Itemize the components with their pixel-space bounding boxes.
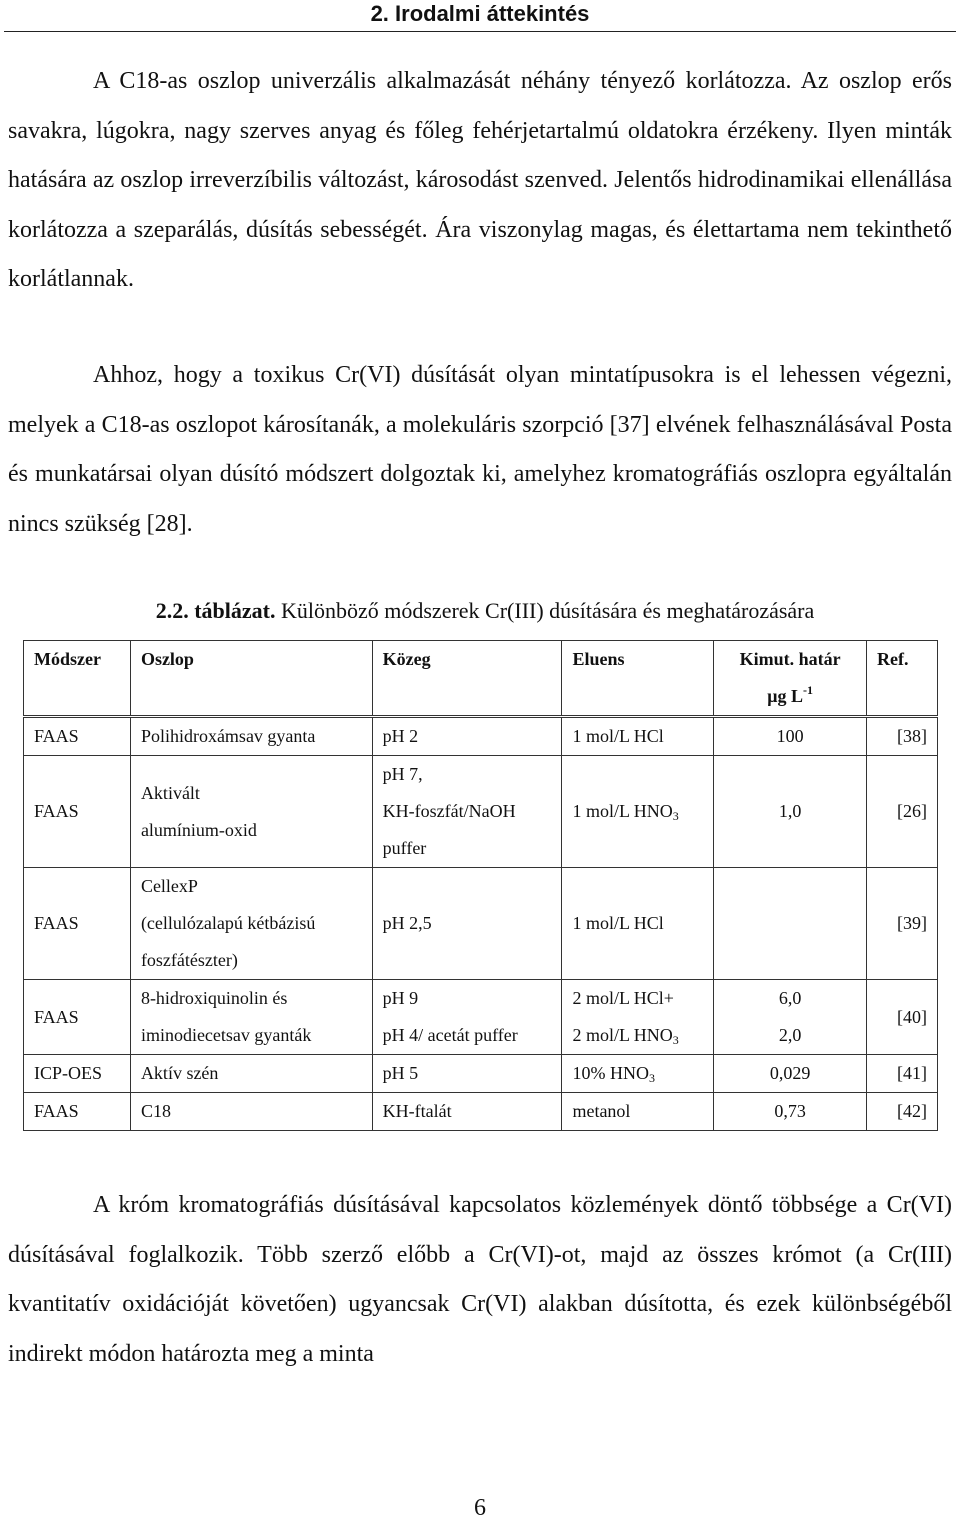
cell-limit	[714, 868, 867, 980]
cell-ref: [39]	[867, 868, 938, 980]
cell-ref: [41]	[867, 1055, 938, 1093]
medium-line: KH-foszfát/NaOH	[382, 801, 516, 821]
eluent-line: 1 mol/L HCl	[572, 726, 664, 746]
page-number: 6	[474, 1495, 486, 1521]
cell-eluent	[562, 980, 714, 1055]
cell-method: FAAS	[24, 1093, 131, 1131]
table-row	[24, 756, 938, 868]
eluent-line: 10% $HNO_3$	[572, 1063, 655, 1085]
table-caption	[0, 598, 960, 624]
limit-line: 0,029	[769, 1063, 811, 1083]
limit-line: 6,0	[778, 988, 802, 1008]
limit-line: 1,0	[778, 801, 802, 821]
table-row	[24, 717, 938, 756]
cell-eluent	[562, 756, 714, 868]
cell-method: FAAS	[24, 980, 131, 1055]
paragraph-chromium-enrichment: A króm kromatográfiás dúsításával kapcsolatos közlemények döntő többsége a Cr(VI) dúsításával foglalkozik. Több szerző előbb a Cr(VI)-ot, majd az összes krómot (a Cr(III) kvantitatív oxidációját követően) ugyancsak Cr(VI) alakban dúsította, és ezek különbségéből indirekt módon határozta meg a minta	[8, 1192, 952, 1367]
table-body	[24, 717, 938, 1131]
table-row	[24, 980, 938, 1055]
cell-eluent	[562, 717, 714, 756]
cell-limit	[714, 1093, 867, 1131]
medium-line: puffer	[382, 838, 427, 858]
column-line: C18	[140, 1101, 171, 1121]
cell-limit	[714, 717, 867, 756]
cell-column	[130, 756, 372, 868]
medium-line: pH 9	[382, 988, 419, 1008]
table-row	[24, 1093, 938, 1131]
eluent-line: 1 mol/L $HNO_3$	[572, 801, 679, 823]
header-method: Módszer	[24, 641, 131, 717]
limit-line: 2,0	[778, 1025, 802, 1045]
eluent-line: metanol	[572, 1101, 631, 1121]
column-line: iminodiecetsav gyanták	[140, 1025, 312, 1045]
medium-line: pH 4/ acetát puffer	[382, 1025, 518, 1045]
column-line: Aktivált	[140, 782, 200, 803]
cell-column	[130, 980, 372, 1055]
cell-ref: [38]	[867, 717, 938, 756]
cell-column	[130, 717, 372, 756]
cell-medium	[372, 980, 562, 1055]
column-line: CellexP	[140, 876, 198, 896]
cell-medium	[372, 1055, 562, 1093]
cell-column	[130, 868, 372, 980]
eluent-line: 2 mol/L HCl+	[572, 988, 674, 1008]
header-limit	[714, 641, 867, 717]
eluent-line: 1 mol/L HCl	[572, 913, 664, 933]
medium-line: pH 2,5	[382, 913, 432, 933]
column-line: 8-hidroxiquinolin és	[140, 988, 288, 1008]
cell-limit	[714, 1055, 867, 1093]
medium-line: KH-ftalát	[382, 1101, 452, 1121]
cell-medium	[372, 868, 562, 980]
table-caption-label: 2.2. táblázat.	[155, 598, 276, 623]
cell-medium	[372, 717, 562, 756]
limit-line: 100	[776, 726, 804, 746]
limit-line: 0,73	[774, 1101, 806, 1121]
cell-ref: [26]	[867, 756, 938, 868]
cell-limit	[714, 980, 867, 1055]
cell-medium	[372, 1093, 562, 1131]
cell-eluent	[562, 1093, 714, 1131]
table-row	[24, 868, 938, 980]
cell-ref: [42]	[867, 1093, 938, 1131]
cell-eluent	[562, 1055, 714, 1093]
methods-table	[23, 640, 938, 1131]
medium-line: pH 2	[382, 726, 419, 746]
cell-method: FAAS	[24, 756, 131, 868]
cell-column	[130, 1093, 372, 1131]
paragraph-c18-limitations: A C18-as oszlop univerzális alkalmazását néhány tényező korlátozza. Az oszlop erős savakra, lúgokra, nagy szerves anyag és főleg fehérjetartalmú oldatokra érzékeny. Ilyen minták hatására az oszlop irreverzíbilis változást, károsodást szenved. Jelentős hidrodinamikai ellenállása korlátozza a szeparálás, dúsítás sebességét. Ára viszonylag magas, és élettartama nem tekinthető korlátlannak.	[8, 68, 952, 292]
eluent-line: 2 mol/L $HNO_3$	[572, 1025, 679, 1047]
cell-method: ICP-OES	[24, 1055, 131, 1093]
column-line: alumínium-oxid	[140, 819, 257, 840]
cell-column	[130, 1055, 372, 1093]
header-column: Oszlop	[130, 641, 372, 717]
column-line: Aktív szén	[140, 1063, 219, 1083]
table-header-row	[24, 641, 938, 717]
medium-line: pH 5	[382, 1063, 419, 1083]
section-header: 2. Irodalmi áttekintés	[370, 1, 590, 26]
column-line: foszfátészter)	[140, 950, 238, 970]
paragraph-molecular-sorption: Ahhoz, hogy a toxikus Cr(VI) dúsítását olyan mintatípusokra is el lehessen végezni, melyek a C18-as oszlopot károsítanák, a molekuláris szorpció [37] elvének felhasználásával Posta és munkatársai olyan dúsító módszert dolgoztak ki, amelyhez kromatográfiás oszlopra egyáltalán nincs szükség [28].	[8, 362, 952, 537]
table-row	[24, 1055, 938, 1093]
header-divider	[4, 31, 956, 32]
medium-line: pH 7,	[382, 764, 423, 784]
cell-method: FAAS	[24, 717, 131, 756]
header-limit-label: Kimut. határ	[739, 649, 841, 669]
cell-method: FAAS	[24, 868, 131, 980]
column-line: (cellulózalapú kétbázisú	[140, 913, 316, 933]
column-line: Polihidroxámsav gyanta	[140, 726, 316, 746]
header-limit-unit: μg $L^{-1}$	[767, 683, 813, 706]
header-ref: Ref.	[867, 641, 938, 717]
header-medium: Közeg	[372, 641, 562, 717]
cell-ref: [40]	[867, 980, 938, 1055]
cell-eluent	[562, 868, 714, 980]
table-caption-text: Különböző módszerek Cr(III) dúsítására és meghatározására	[275, 598, 815, 623]
header-eluent: Eluens	[562, 641, 714, 717]
cell-limit	[714, 756, 867, 868]
cell-medium	[372, 756, 562, 868]
